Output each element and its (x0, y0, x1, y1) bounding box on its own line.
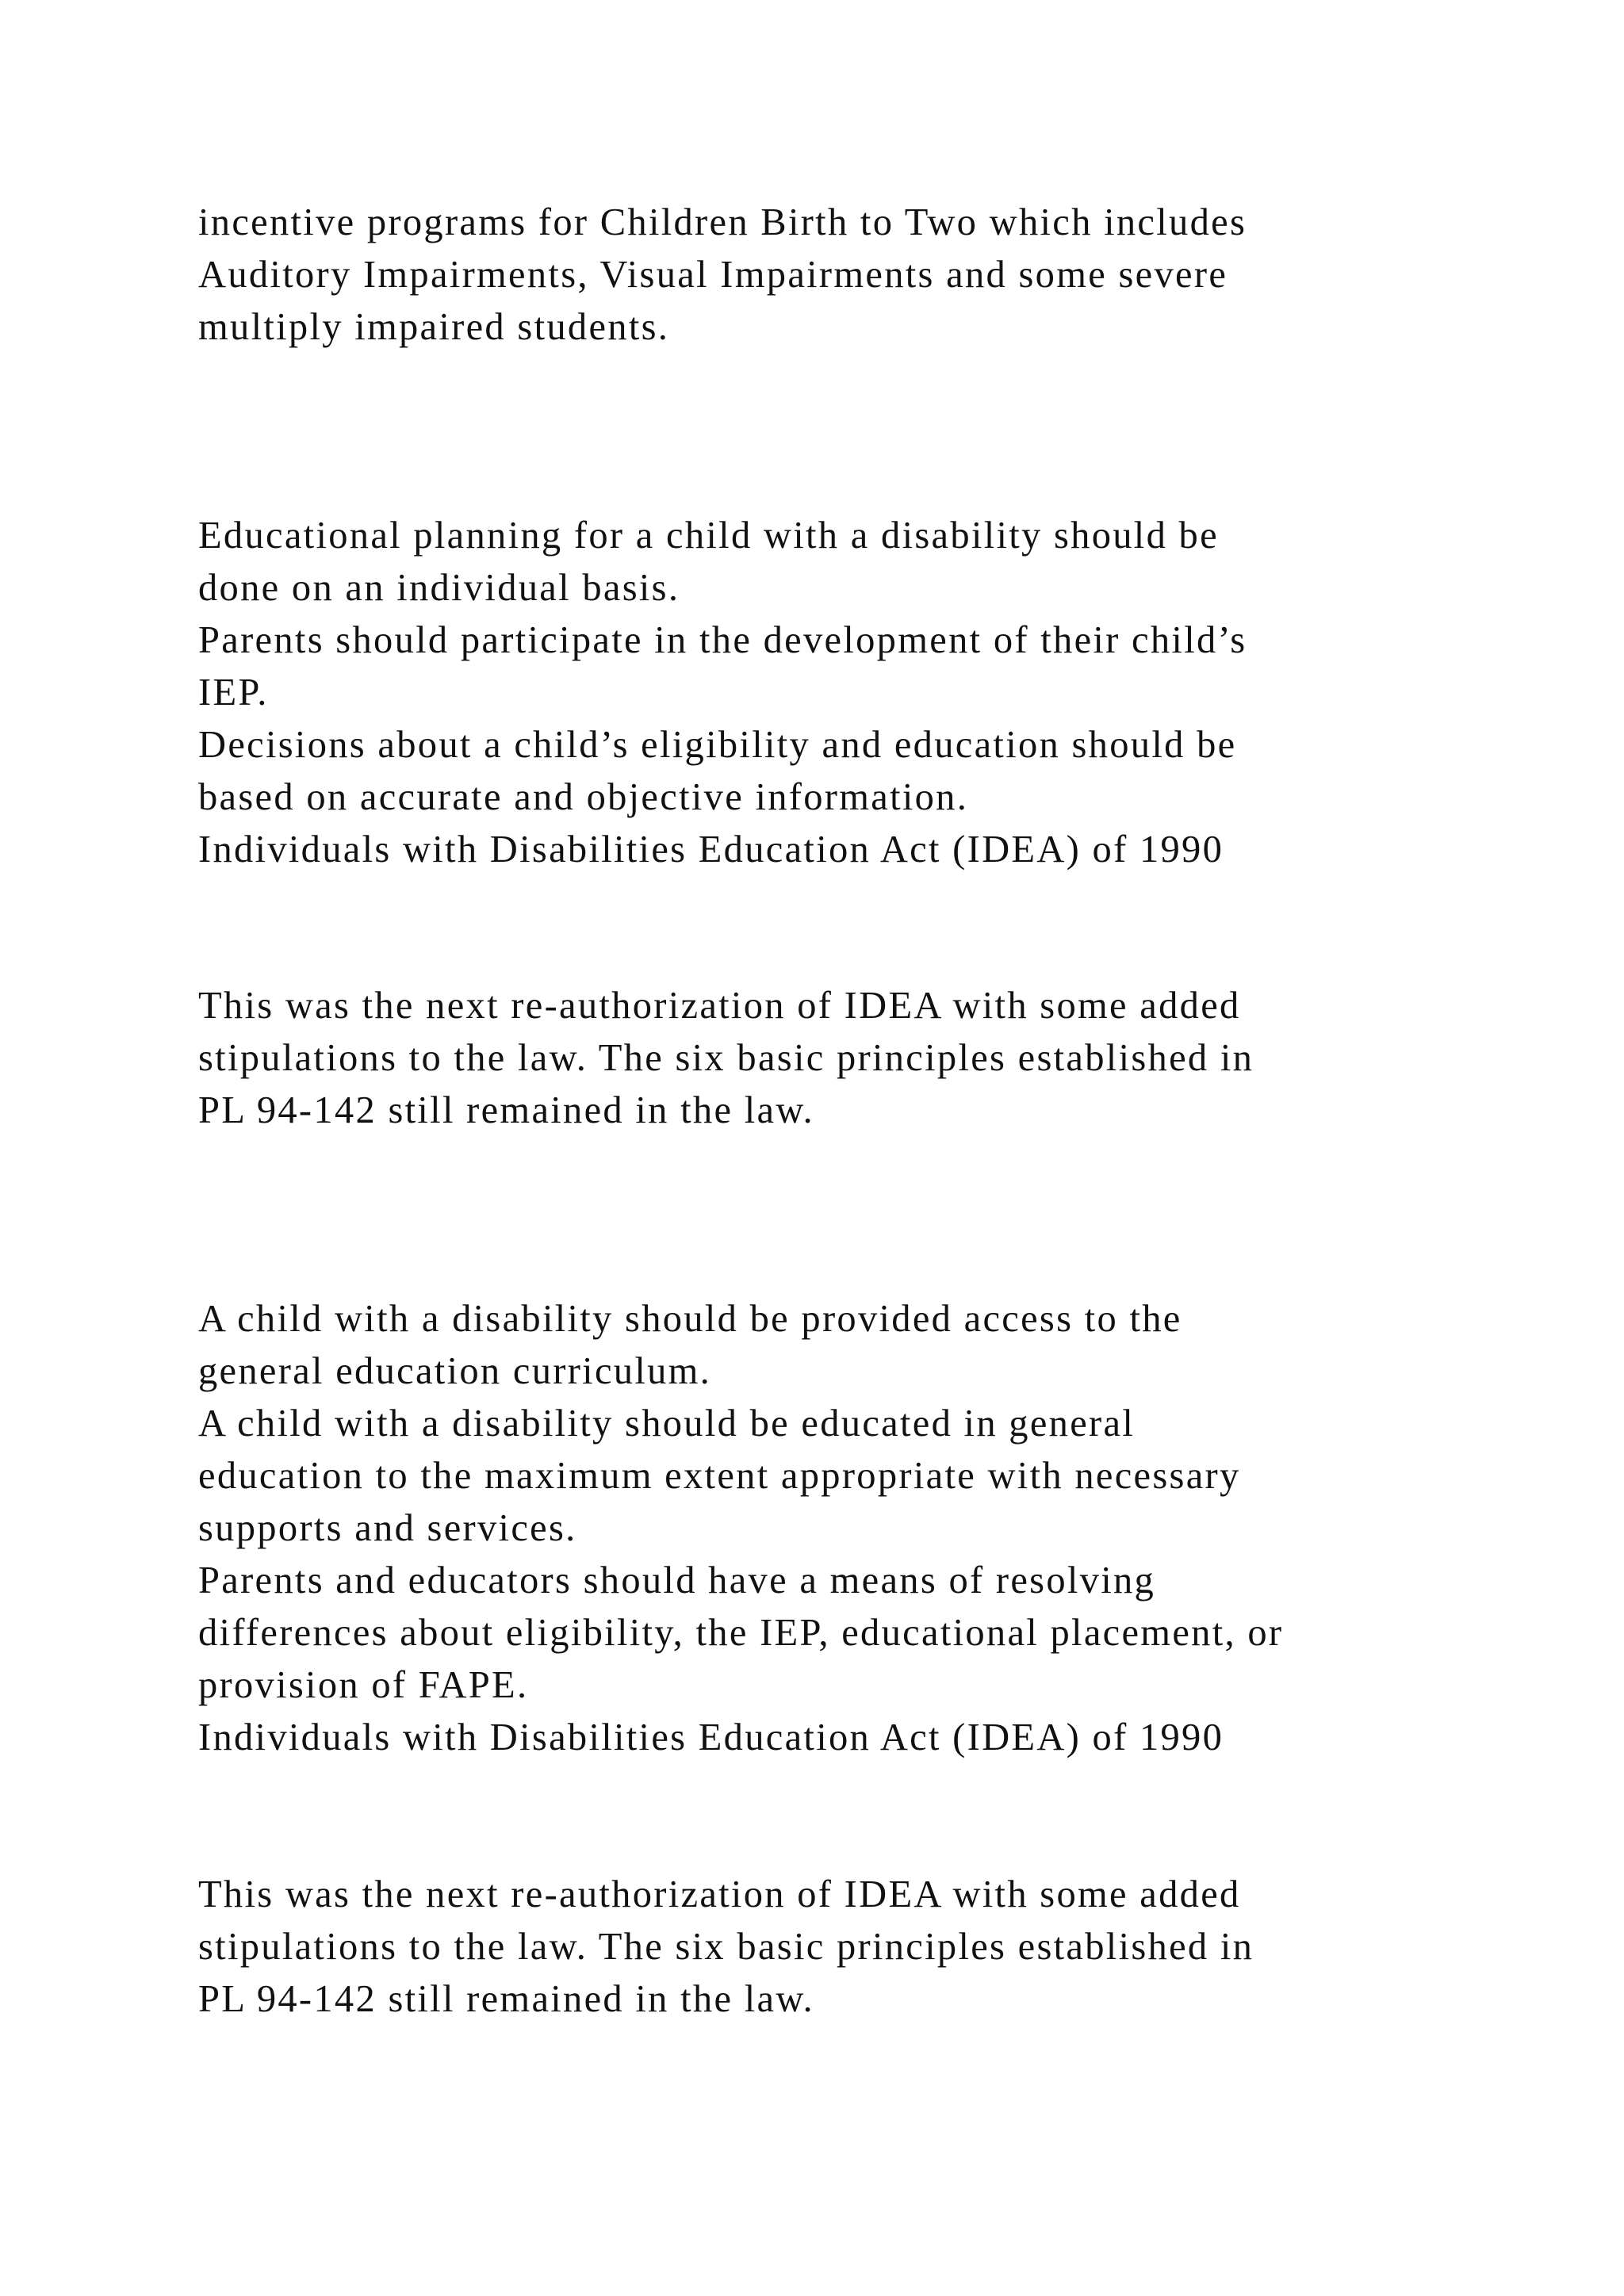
text-line: multiply impaired students. (198, 306, 670, 348)
text-line: A child with a disability should be educated in general (198, 1402, 1136, 1445)
section-heading: Individuals with Disabilities Education Act (IDEA) of 1990 (198, 828, 1224, 871)
text-line: stipulations to the law. The six basic principles established in (198, 1926, 1254, 1968)
text-line: done on an individual basis. (198, 567, 680, 609)
paragraph-reauthorization-repeat (198, 1869, 1435, 2026)
text-line: Auditory Impairments, Visual Impairments and some severe (198, 254, 1228, 296)
text-line: Educational planning for a child with a disability should be (198, 515, 1219, 557)
text-line: PL 94-142 still remained in the law. (198, 1089, 814, 1131)
paragraph-access-curriculum (198, 1293, 1435, 1764)
text-line: stipulations to the law. The six basic principles established in (198, 1037, 1254, 1079)
section-heading: Individuals with Disabilities Education Act (IDEA) of 1990 (198, 1716, 1224, 1758)
text-line: general education curriculum. (198, 1350, 712, 1392)
text-line: provision of FAPE. (198, 1664, 529, 1706)
text-line: This was the next re-authorization of IDEA with some added (198, 985, 1241, 1027)
paragraph-incentive-programs (198, 197, 1435, 354)
text-line: supports and services. (198, 1507, 577, 1549)
text-line: incentive programs for Children Birth to Two which includes (198, 201, 1247, 243)
text-line: education to the maximum extent appropriate with necessary (198, 1455, 1241, 1497)
text-line: Parents should participate in the development of their child’s (198, 619, 1247, 661)
text-line: A child with a disability should be provided access to the (198, 1298, 1182, 1340)
text-line: Decisions about a child’s eligibility and education should be (198, 724, 1237, 766)
text-line: IEP. (198, 672, 269, 714)
text-line: This was the next re-authorization of IDEA with some added (198, 1873, 1241, 1915)
text-line: PL 94-142 still remained in the law. (198, 1978, 814, 2020)
paragraph-educational-planning (198, 510, 1435, 876)
text-line: Parents and educators should have a means of resolving (198, 1559, 1156, 1601)
text-line: based on accurate and objective information. (198, 776, 969, 818)
paragraph-reauthorization (198, 980, 1435, 1137)
text-line: differences about eligibility, the IEP, educational placement, or (198, 1612, 1284, 1654)
